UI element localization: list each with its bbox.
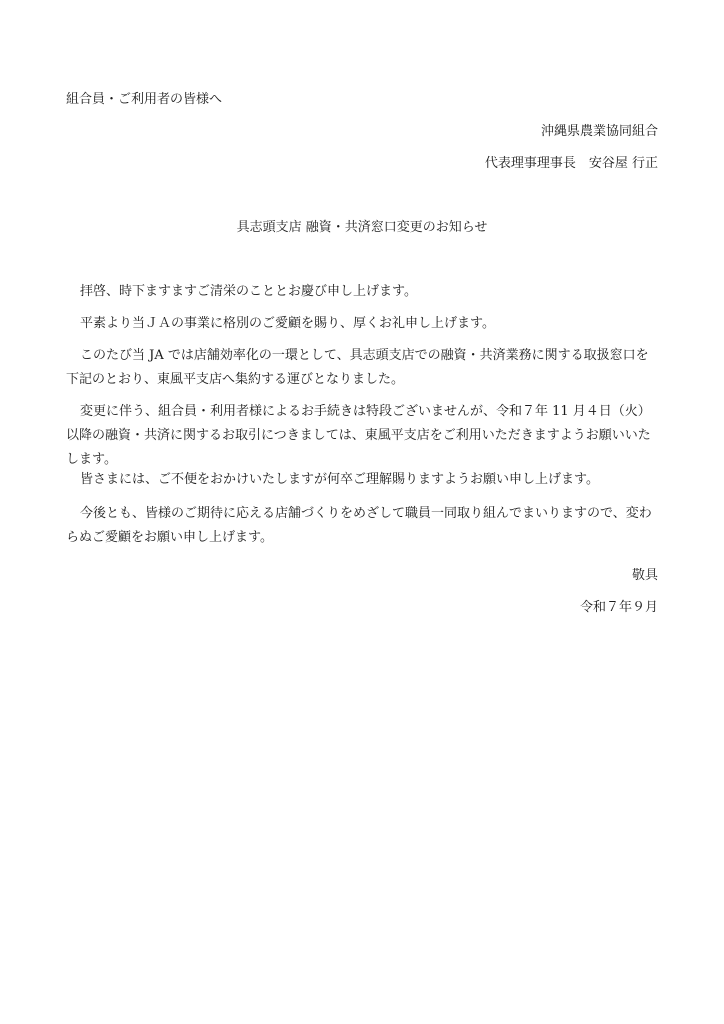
document-title: 具志頭支店 融資・共済窓口変更のお知らせ (236, 220, 488, 235)
paragraph-apology: 皆さまには、ご不便をおかけいたしますが何卒ご理解賜りますようお願い申し上げます。 (80, 472, 599, 487)
paragraph-thanks: 平素より当ＪＡの事業に格別のご愛顧を賜り、厚くお礼申し上げます。 (80, 316, 495, 331)
paragraph-announcement: このたび当 JA では店舗効率化の一環として、具志頭支店での融資・共済業務に関する取扱窓口を下記のとおり、東風平支店へ集約する運びとなりました。 (66, 348, 649, 387)
paragraph-future: 今後とも、皆様のご期待に応える店舗づくりをめざして職員一同取り組んでまいりますので、変わらぬご愛顧をお願い申し上げます。 (66, 506, 652, 545)
closing: 敬具 (631, 568, 658, 583)
sender-organization: 沖縄県農業協同組合 (540, 124, 658, 139)
sender-representative: 代表理事理事長 安谷屋 行正 (484, 156, 658, 171)
paragraph-greeting: 拝啓、時下ますますご清栄のこととお慶び申し上げます。 (80, 284, 417, 299)
date: 令和７年９月 (579, 600, 658, 615)
paragraph-procedure: 変更に伴う、組合員・利用者様によるお手続きは特段ございませんが、令和７年 11 月４日（火）以降の融資・共済に関するお取引につきましては、東風平支店をご利用いただきますようお願いいたします。 (66, 404, 651, 467)
addressee: 組合員・ご利用者の皆様へ (66, 92, 223, 107)
